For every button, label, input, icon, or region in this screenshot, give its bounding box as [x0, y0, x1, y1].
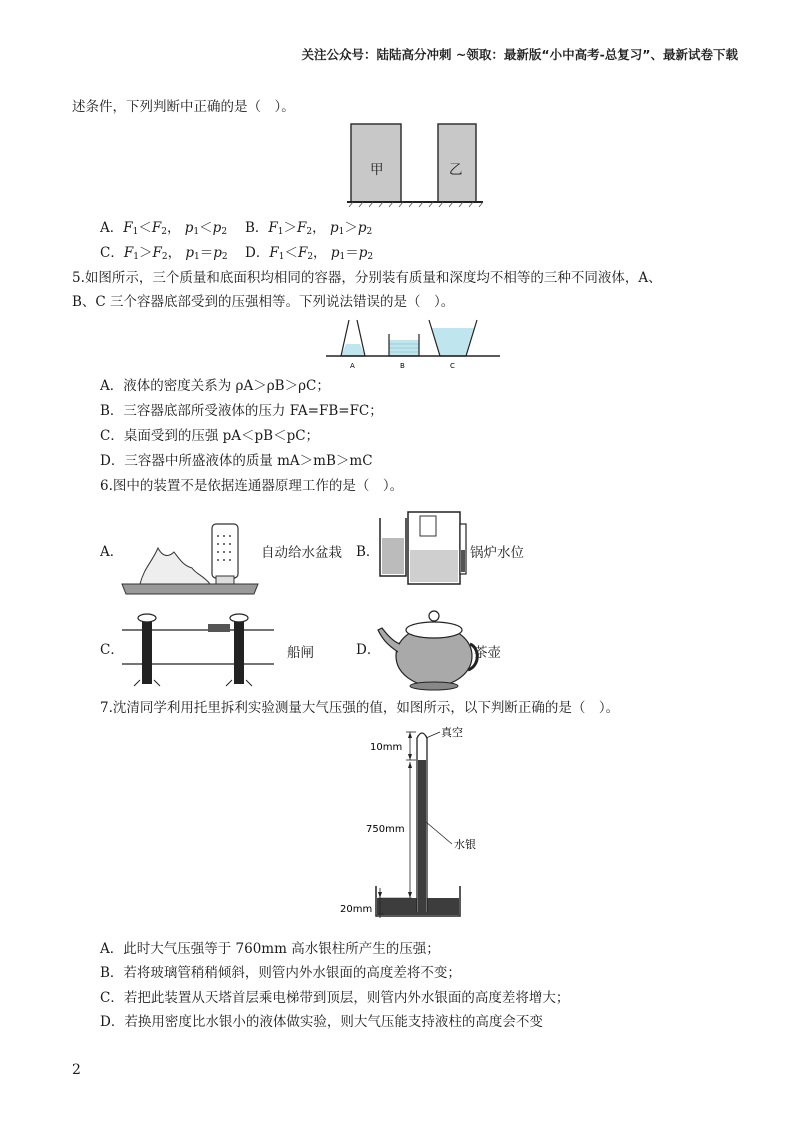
q5-stem-line1: 5.如图所示，三个质量和底面积均相同的容器，分别装有质量和深度均不相等的三种不同液体，A、: [72, 270, 662, 286]
q7-stem: 7.沈清同学利用托里拆利实验测量大气压强的值，如图所示，以下判断正确的是（ ）。: [100, 700, 620, 716]
q6-d-caption: 茶壶: [474, 645, 501, 661]
ship: [208, 624, 230, 632]
q6-d-figure-teapot: [376, 604, 480, 692]
vacuum-label: 真空: [441, 726, 463, 739]
q4-option-a: A．$F_1<F_2$， $p_1<p_2$: [100, 220, 228, 237]
q7-option-b: B．若将玻璃管稍稍倾斜，则管内外水银面的高度差将不变；: [100, 965, 461, 981]
q7-option-d: D．若换用密度比水银小的液体做实验，则大气压能支持液柱的高度会不变: [100, 1014, 543, 1030]
q6-c-figure-ship-lock: [118, 612, 278, 688]
lock-gate-left: [142, 616, 152, 684]
water-bottle: [212, 524, 238, 578]
label-c: C: [450, 362, 455, 370]
q4-stem-tail: 述条件，下列判断中正确的是（ ）。: [72, 99, 295, 115]
dim-750mm: 750mm: [366, 824, 405, 835]
q7-option-a: A．此时大气压强等于 760mm 高水银柱所产生的压强；: [100, 941, 440, 957]
label-a: A: [350, 362, 355, 370]
mercury-label: 水银: [454, 838, 476, 851]
block-yi-label: 乙: [449, 162, 463, 178]
q7-torricelli-figure: [340, 722, 476, 918]
q5-option-c: C．桌面受到的压强 pA＜pB＜pC；: [100, 428, 320, 444]
q6-stem: 6.图中的装置不是依据连通器原理工作的是（ ）。: [100, 478, 404, 494]
page-header: 关注公众号：陆陆高分冲刺 ~领取：最新版“小中高考-总复习”、最新试卷下载: [301, 47, 738, 62]
block-jia-label: 甲: [370, 162, 384, 178]
q4-option-b: B．$F_1>F_2$， $p_1>p_2$: [245, 220, 373, 237]
q7-option-c: C．若把此装置从天塔首层乘电梯带到顶层，则管内外水银面的高度差将增大；: [100, 990, 570, 1006]
q6-b-figure-boiler: [372, 504, 472, 588]
dim-20mm: 20mm: [340, 904, 373, 915]
q5-containers-figure: [324, 316, 502, 370]
mercury-column: [418, 760, 426, 912]
q5-option-d: D．三容器中所盛液体的质量 mA＞mB＞mC: [100, 453, 373, 469]
q4-option-d: D．$F_1<F_2$， $p_1=p_2$: [245, 245, 374, 262]
lock-gate-right: [234, 616, 244, 684]
q6-c-key: C．: [100, 642, 124, 658]
q4-option-c: C．$F_1>F_2$， $p_1=p_2$: [100, 245, 228, 262]
dim-10mm: 10mm: [370, 742, 403, 753]
q6-a-caption: 自动给水盆栽: [261, 545, 342, 561]
q6-c-caption: 船闸: [287, 645, 314, 661]
tray: [122, 584, 258, 594]
q6-d-key: D．: [356, 642, 381, 658]
q5-option-b: B．三容器底部所受液体的压力 FA=FB=FC；: [100, 403, 383, 419]
q6-a-key: A．: [100, 544, 124, 560]
q5-option-a: A．液体的密度关系为 ρA＞ρB＞ρC；: [100, 378, 330, 394]
q6-b-caption: 锅炉水位: [470, 545, 524, 561]
page-number: 2: [72, 1062, 81, 1078]
q4-blocks-figure: [345, 120, 485, 208]
q6-b-key: B．: [356, 544, 380, 560]
q6-a-figure-plant-waterer: [120, 516, 260, 600]
teapot-spout: [378, 628, 400, 652]
label-b: B: [400, 362, 405, 370]
q5-stem-line2: B、C 三个容器底部受到的压强相等。下列说法错误的是（ ）。: [72, 294, 455, 310]
